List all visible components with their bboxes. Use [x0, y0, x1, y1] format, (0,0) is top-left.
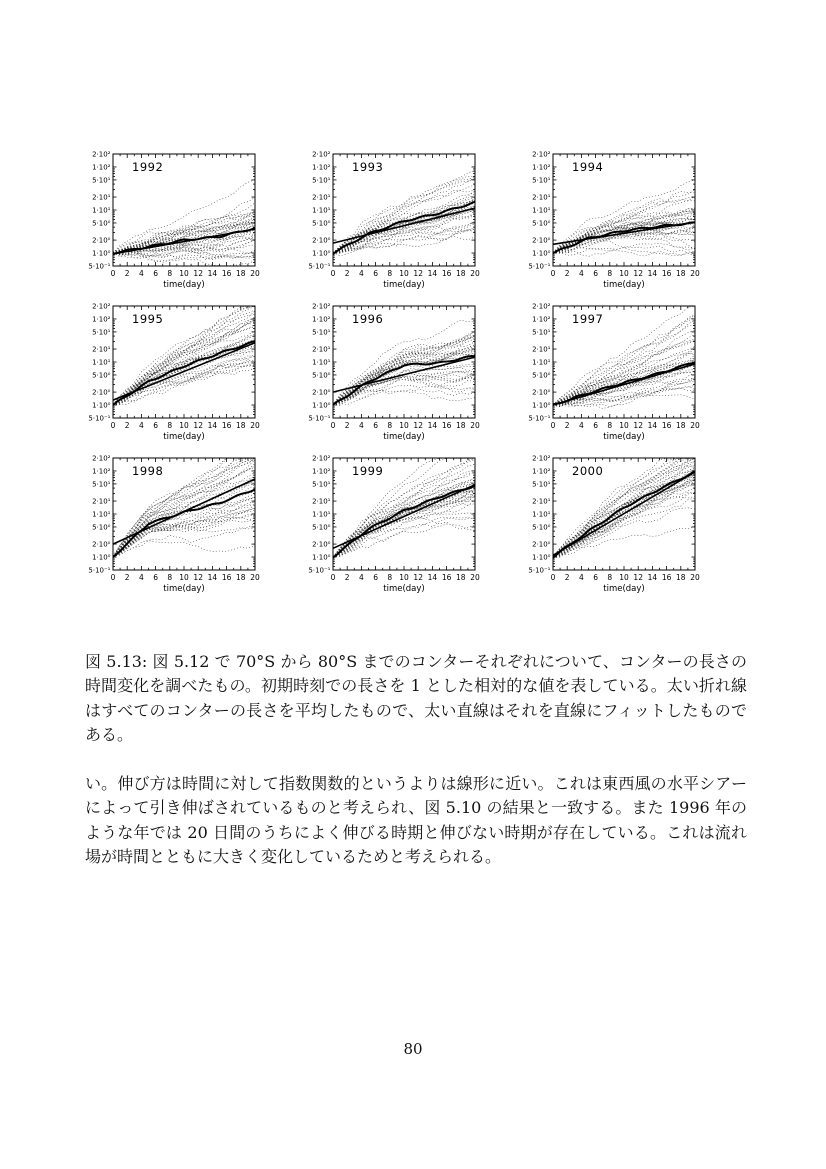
plot-panel-1999	[304, 450, 524, 602]
svg-text:12: 12	[413, 573, 423, 582]
svg-text:5·10¹: 5·10¹	[532, 480, 551, 489]
svg-text:5·10¹: 5·10¹	[532, 176, 551, 185]
plot-panel-1992	[84, 146, 304, 298]
svg-text:1·10¹: 1·10¹	[312, 206, 331, 215]
svg-text:2·10⁰: 2·10⁰	[92, 540, 111, 549]
year-label: 1996	[352, 312, 384, 326]
svg-text:0: 0	[110, 573, 116, 582]
svg-text:12: 12	[193, 573, 203, 582]
svg-text:5·10¹: 5·10¹	[532, 328, 551, 337]
y-axis-tick-labels	[308, 454, 330, 574]
svg-text:6: 6	[593, 573, 598, 582]
svg-text:1·10¹: 1·10¹	[92, 206, 111, 215]
svg-text:0: 0	[550, 573, 556, 582]
svg-text:16: 16	[661, 421, 672, 430]
svg-text:1·10²: 1·10²	[92, 163, 111, 172]
plot-panel-1997	[524, 298, 744, 450]
svg-text:2·10¹: 2·10¹	[312, 193, 331, 202]
svg-text:8: 8	[607, 421, 613, 430]
plot-panel-1994	[524, 146, 744, 298]
svg-text:2·10²: 2·10²	[312, 454, 331, 463]
svg-text:18: 18	[236, 421, 246, 430]
svg-text:1·10¹: 1·10¹	[312, 358, 331, 367]
svg-text:12: 12	[633, 269, 643, 278]
svg-text:16: 16	[221, 573, 232, 582]
svg-text:2·10¹: 2·10¹	[92, 497, 111, 506]
svg-text:8: 8	[167, 269, 173, 278]
svg-text:10: 10	[179, 573, 189, 582]
svg-text:5·10⁻¹: 5·10⁻¹	[528, 566, 551, 575]
x-axis-label: time(day)	[603, 584, 645, 594]
svg-text:2·10¹: 2·10¹	[532, 193, 551, 202]
svg-text:1·10²: 1·10²	[532, 163, 551, 172]
y-axis-tick-labels	[88, 150, 110, 270]
y-axis-tick-labels	[528, 302, 550, 422]
x-axis-tick-labels	[331, 269, 480, 278]
svg-text:12: 12	[193, 421, 203, 430]
svg-text:14: 14	[647, 421, 658, 430]
svg-text:2·10⁰: 2·10⁰	[532, 388, 551, 397]
svg-text:2·10²: 2·10²	[532, 302, 551, 311]
svg-text:10: 10	[619, 573, 629, 582]
svg-text:5·10⁻¹: 5·10⁻¹	[308, 262, 331, 271]
svg-text:1·10⁰: 1·10⁰	[532, 401, 551, 410]
svg-text:8: 8	[167, 421, 173, 430]
y-axis-tick-labels	[308, 302, 330, 422]
svg-text:2: 2	[564, 573, 570, 582]
plot-svg-1997	[524, 298, 744, 450]
svg-text:2: 2	[564, 421, 570, 430]
svg-text:8: 8	[387, 573, 393, 582]
svg-text:1·10⁰: 1·10⁰	[312, 249, 331, 258]
figure-caption: 図 5.13: 図 5.12 で 70°S から 80°S までのコンターそれぞれについて、コンターの長さの時間変化を調べたもの。初期時刻での長さを 1 とした相対的な値を表している。太い折れ線はすべてのコンターの長さを平均したもので、太い直線はそれを直線にフィットしたものである。	[85, 652, 747, 744]
svg-text:14: 14	[207, 421, 218, 430]
svg-text:2·10²: 2·10²	[92, 150, 111, 159]
svg-text:14: 14	[427, 573, 438, 582]
plot-panel-1998	[84, 450, 304, 602]
svg-text:4: 4	[359, 421, 364, 430]
svg-text:5·10⁰: 5·10⁰	[312, 371, 331, 380]
svg-text:16: 16	[221, 421, 232, 430]
svg-text:5·10⁻¹: 5·10⁻¹	[308, 414, 331, 423]
year-label: 1997	[572, 312, 604, 326]
page-number: 80	[403, 1040, 423, 1058]
plot-svg-1996	[304, 298, 524, 450]
svg-text:1·10²: 1·10²	[92, 315, 111, 324]
x-axis-label: time(day)	[383, 584, 425, 594]
svg-text:2: 2	[564, 269, 570, 278]
svg-text:20: 20	[690, 421, 700, 430]
mean-line	[333, 356, 475, 404]
year-label: 1999	[352, 464, 384, 478]
x-axis-label: time(day)	[603, 280, 645, 290]
year-label: 1998	[132, 464, 164, 478]
svg-text:8: 8	[607, 269, 613, 278]
x-axis-label: time(day)	[163, 432, 205, 442]
svg-text:18: 18	[676, 421, 686, 430]
svg-text:12: 12	[413, 269, 423, 278]
svg-text:5·10¹: 5·10¹	[312, 480, 331, 489]
svg-text:1·10¹: 1·10¹	[92, 510, 111, 519]
figure-5-13-plot-grid	[84, 146, 744, 602]
plot-svg-1993	[304, 146, 524, 298]
svg-text:5·10⁻¹: 5·10⁻¹	[528, 262, 551, 271]
svg-text:1·10¹: 1·10¹	[532, 358, 551, 367]
plot-panel-1993	[304, 146, 524, 298]
svg-text:2: 2	[124, 573, 130, 582]
svg-text:16: 16	[661, 573, 672, 582]
svg-text:5·10⁻¹: 5·10⁻¹	[88, 566, 111, 575]
svg-text:4: 4	[359, 573, 364, 582]
svg-text:6: 6	[373, 573, 378, 582]
svg-text:20: 20	[250, 573, 260, 582]
svg-text:10: 10	[179, 421, 189, 430]
svg-text:18: 18	[236, 573, 246, 582]
svg-text:4: 4	[579, 269, 584, 278]
svg-text:10: 10	[179, 269, 189, 278]
svg-text:2: 2	[344, 421, 350, 430]
svg-text:0: 0	[330, 573, 336, 582]
svg-text:2·10⁰: 2·10⁰	[532, 236, 551, 245]
svg-text:0: 0	[330, 421, 336, 430]
svg-text:10: 10	[619, 269, 629, 278]
svg-text:14: 14	[647, 269, 658, 278]
body-paragraph: い。伸び方は時間に対して指数関数的というよりは線形に近い。これは東西風の水平シアーによって引き伸ばされているものと考えられ、図 5.10 の結果と一致する。また 1996 年のような年では 20 日間のうちによく伸びる時期と伸びない時期が存在している。これは流れ場が時間とともに大きく変化しているためと考えられる。	[85, 774, 747, 866]
plot-svg-2000	[524, 450, 744, 602]
svg-text:5·10¹: 5·10¹	[92, 480, 111, 489]
svg-text:2: 2	[124, 269, 130, 278]
svg-text:2·10¹: 2·10¹	[92, 193, 111, 202]
svg-text:5·10¹: 5·10¹	[92, 328, 111, 337]
svg-text:5·10⁰: 5·10⁰	[312, 523, 331, 532]
plot-panel-1995	[84, 298, 304, 450]
svg-text:5·10⁰: 5·10⁰	[312, 219, 331, 228]
svg-text:20: 20	[470, 573, 480, 582]
x-axis-label: time(day)	[603, 432, 645, 442]
y-axis-tick-labels	[88, 302, 110, 422]
svg-text:1·10²: 1·10²	[312, 163, 331, 172]
svg-text:2·10²: 2·10²	[92, 302, 111, 311]
svg-text:10: 10	[399, 573, 409, 582]
svg-text:2·10¹: 2·10¹	[312, 497, 331, 506]
svg-text:8: 8	[607, 573, 613, 582]
plot-svg-1992	[84, 146, 304, 298]
svg-text:5·10¹: 5·10¹	[312, 176, 331, 185]
fit-line	[333, 208, 475, 243]
svg-text:2·10⁰: 2·10⁰	[92, 388, 111, 397]
x-axis-label: time(day)	[163, 280, 205, 290]
svg-text:16: 16	[221, 269, 232, 278]
svg-text:16: 16	[441, 421, 452, 430]
svg-text:1·10²: 1·10²	[92, 467, 111, 476]
svg-text:8: 8	[167, 573, 173, 582]
svg-text:1·10²: 1·10²	[312, 315, 331, 324]
y-axis-tick-labels	[88, 454, 110, 574]
svg-text:0: 0	[330, 269, 336, 278]
svg-text:8: 8	[387, 421, 393, 430]
svg-text:1·10⁰: 1·10⁰	[92, 401, 111, 410]
svg-text:12: 12	[633, 573, 643, 582]
svg-text:2·10²: 2·10²	[532, 454, 551, 463]
svg-text:5·10⁰: 5·10⁰	[532, 219, 551, 228]
ensemble-curves	[113, 180, 255, 266]
plot-svg-1998	[84, 450, 304, 602]
year-label: 1992	[132, 160, 164, 174]
svg-text:18: 18	[456, 421, 466, 430]
svg-text:20: 20	[470, 421, 480, 430]
x-axis-tick-labels	[331, 573, 480, 582]
svg-text:5·10⁰: 5·10⁰	[92, 371, 111, 380]
svg-text:2·10²: 2·10²	[312, 150, 331, 159]
svg-text:6: 6	[153, 269, 158, 278]
svg-text:14: 14	[207, 269, 218, 278]
svg-text:18: 18	[676, 269, 686, 278]
x-axis-tick-labels	[331, 421, 480, 430]
svg-text:10: 10	[399, 269, 409, 278]
svg-text:5·10⁰: 5·10⁰	[532, 371, 551, 380]
svg-text:1·10⁰: 1·10⁰	[312, 553, 331, 562]
svg-text:8: 8	[387, 269, 393, 278]
svg-text:2·10⁰: 2·10⁰	[312, 540, 331, 549]
svg-text:2·10⁰: 2·10⁰	[92, 236, 111, 245]
svg-text:1·10²: 1·10²	[312, 467, 331, 476]
x-axis-tick-labels	[111, 269, 260, 278]
x-axis-tick-labels	[551, 573, 700, 582]
svg-text:18: 18	[236, 269, 246, 278]
svg-text:2·10¹: 2·10¹	[532, 345, 551, 354]
svg-text:18: 18	[456, 573, 466, 582]
svg-text:14: 14	[207, 573, 218, 582]
svg-text:2: 2	[124, 421, 130, 430]
y-axis-tick-labels	[528, 150, 550, 270]
svg-text:6: 6	[153, 573, 158, 582]
svg-text:2: 2	[344, 573, 350, 582]
svg-text:4: 4	[139, 421, 144, 430]
mean-line	[113, 490, 255, 557]
svg-text:2: 2	[344, 269, 350, 278]
x-axis-tick-labels	[551, 269, 700, 278]
svg-text:2·10²: 2·10²	[92, 454, 111, 463]
svg-text:12: 12	[633, 421, 643, 430]
svg-text:5·10⁰: 5·10⁰	[92, 523, 111, 532]
svg-text:1·10⁰: 1·10⁰	[532, 249, 551, 258]
plot-svg-1995	[84, 298, 304, 450]
svg-text:0: 0	[110, 269, 116, 278]
svg-text:5·10¹: 5·10¹	[92, 176, 111, 185]
year-label: 1995	[132, 312, 164, 326]
svg-text:16: 16	[441, 269, 452, 278]
svg-text:2·10¹: 2·10¹	[92, 345, 111, 354]
svg-text:20: 20	[250, 269, 260, 278]
svg-text:18: 18	[456, 269, 466, 278]
svg-text:2·10⁰: 2·10⁰	[312, 236, 331, 245]
svg-text:20: 20	[690, 573, 700, 582]
svg-text:4: 4	[579, 421, 584, 430]
svg-text:0: 0	[110, 421, 116, 430]
svg-text:12: 12	[193, 269, 203, 278]
year-label: 1993	[352, 160, 384, 174]
plot-svg-1999	[304, 450, 524, 602]
svg-text:2·10⁰: 2·10⁰	[312, 388, 331, 397]
svg-text:6: 6	[153, 421, 158, 430]
svg-text:20: 20	[690, 269, 700, 278]
svg-text:6: 6	[593, 421, 598, 430]
svg-text:1·10⁰: 1·10⁰	[92, 249, 111, 258]
svg-text:5·10⁻¹: 5·10⁻¹	[528, 414, 551, 423]
plot-panel-1996	[304, 298, 524, 450]
y-axis-tick-labels	[308, 150, 330, 270]
svg-text:5·10⁻¹: 5·10⁻¹	[88, 414, 111, 423]
svg-text:12: 12	[413, 421, 423, 430]
svg-text:5·10¹: 5·10¹	[312, 328, 331, 337]
svg-text:5·10⁰: 5·10⁰	[532, 523, 551, 532]
svg-text:2·10¹: 2·10¹	[532, 497, 551, 506]
svg-text:5·10⁻¹: 5·10⁻¹	[308, 566, 331, 575]
svg-text:1·10²: 1·10²	[532, 467, 551, 476]
svg-text:0: 0	[550, 269, 556, 278]
x-axis-tick-labels	[111, 573, 260, 582]
svg-text:4: 4	[139, 573, 144, 582]
svg-text:20: 20	[470, 269, 480, 278]
svg-text:1·10⁰: 1·10⁰	[92, 553, 111, 562]
svg-text:1·10⁰: 1·10⁰	[312, 401, 331, 410]
svg-text:18: 18	[676, 573, 686, 582]
svg-text:20: 20	[250, 421, 260, 430]
svg-text:1·10²: 1·10²	[532, 315, 551, 324]
plot-panel-2000	[524, 450, 744, 602]
y-axis-tick-labels	[528, 454, 550, 574]
x-axis-tick-labels	[111, 421, 260, 430]
svg-text:10: 10	[399, 421, 409, 430]
svg-text:14: 14	[647, 573, 658, 582]
svg-text:6: 6	[373, 269, 378, 278]
svg-text:14: 14	[427, 269, 438, 278]
svg-text:2·10²: 2·10²	[532, 150, 551, 159]
svg-text:16: 16	[661, 269, 672, 278]
mean-line	[333, 486, 475, 558]
x-axis-label: time(day)	[383, 280, 425, 290]
svg-text:10: 10	[619, 421, 629, 430]
svg-text:2·10¹: 2·10¹	[312, 345, 331, 354]
svg-text:1·10¹: 1·10¹	[92, 358, 111, 367]
svg-text:5·10⁰: 5·10⁰	[92, 219, 111, 228]
svg-text:14: 14	[427, 421, 438, 430]
svg-text:1·10¹: 1·10¹	[532, 206, 551, 215]
svg-text:4: 4	[359, 269, 364, 278]
svg-text:2·10²: 2·10²	[312, 302, 331, 311]
svg-text:16: 16	[441, 573, 452, 582]
svg-text:4: 4	[139, 269, 144, 278]
svg-text:2·10⁰: 2·10⁰	[532, 540, 551, 549]
x-axis-label: time(day)	[163, 584, 205, 594]
svg-text:6: 6	[593, 269, 598, 278]
svg-text:4: 4	[579, 573, 584, 582]
svg-text:1·10¹: 1·10¹	[312, 510, 331, 519]
svg-text:6: 6	[373, 421, 378, 430]
x-axis-tick-labels	[551, 421, 700, 430]
year-label: 1994	[572, 160, 604, 174]
x-axis-label: time(day)	[383, 432, 425, 442]
svg-text:5·10⁻¹: 5·10⁻¹	[88, 262, 111, 271]
svg-text:1·10¹: 1·10¹	[532, 510, 551, 519]
svg-text:0: 0	[550, 421, 556, 430]
plot-svg-1994	[524, 146, 744, 298]
year-label: 2000	[572, 464, 604, 478]
svg-text:1·10⁰: 1·10⁰	[532, 553, 551, 562]
